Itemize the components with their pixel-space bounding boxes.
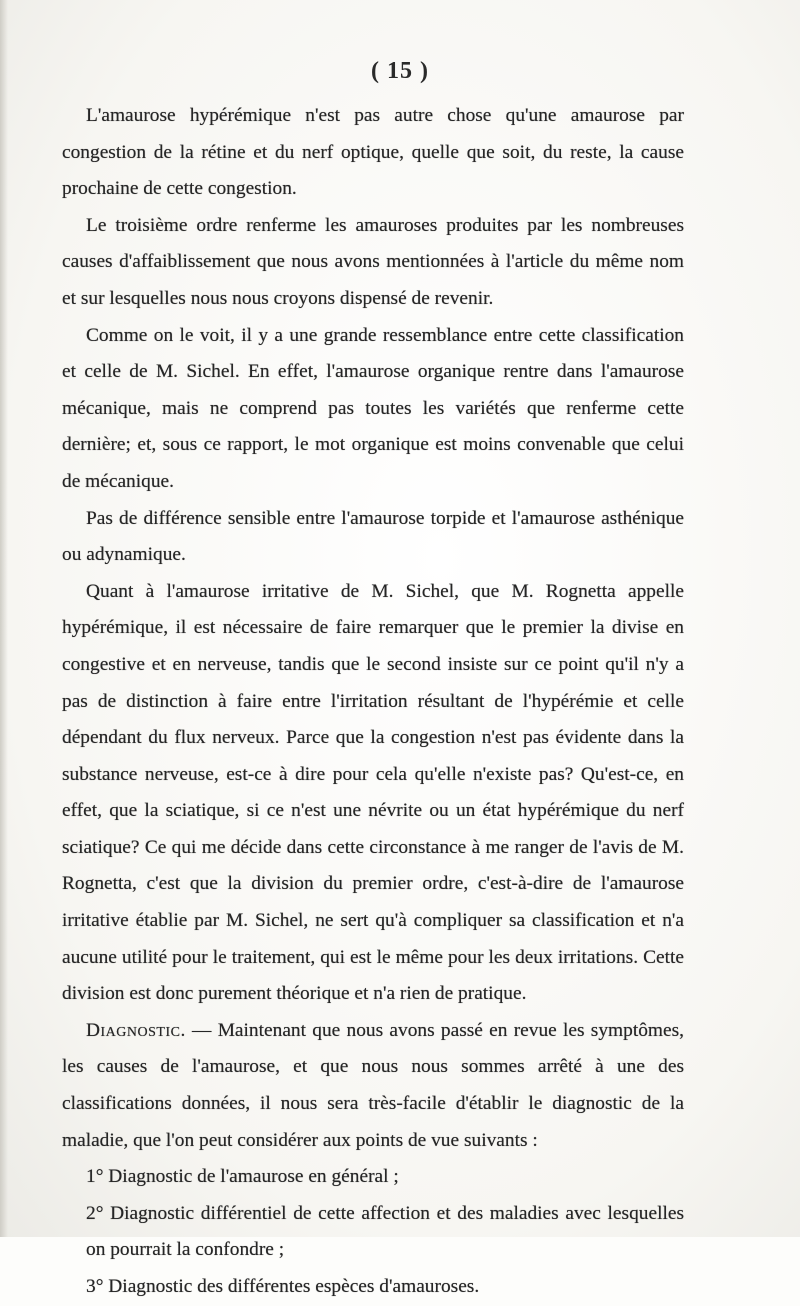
page-edge-shadow xyxy=(0,0,8,1237)
diagnostic-heading: Diagnostic. xyxy=(86,1019,186,1041)
paragraph-torpid-asthenic: Pas de différence sensible entre l'amaurose torpide et l'amaurose asthénique ou adynamique. xyxy=(62,507,684,566)
paragraph-diagnostic xyxy=(62,1013,684,1159)
body-text xyxy=(62,98,684,1306)
diagnostic-text: — Maintenant que nous avons passé en revue les symptômes, les causes de l'amaurose, et que nous nous sommes arrêté à une des classifications données, il nous sera très-facile d'établir le diagnostic de la maladie, que l'on peut considérer aux points de vue suivants : xyxy=(62,1019,684,1151)
paragraph-hyperemic-amaurosis: L'amaurose hypérémique n'est pas autre chose qu'une amaurose par congestion de la rétine et du nerf optique, quelle que soit, du reste, la cause prochaine de cette congestion. xyxy=(62,105,684,200)
page-number: ( 15 ) xyxy=(371,58,429,84)
paragraph-third-order: Le troisième ordre renferme les amauroses produites par les nombreuses causes d'affaiblissement que nous avons mentionnées à l'article du même nom et sur lesquelles nous nous croyons dispensé de revenir. xyxy=(62,214,684,309)
paragraph-classification-comparison: Comme on le voit, il y a une grande ressemblance entre cette classification et celle de M. Sichel. En effet, l'amaurose organique rentre dans l'amaurose mécanique, mais ne comprend pas toutes les variétés que renferme cette dernière; et, sous ce rapport, le mot organique est moins convenable que celui de mécanique. xyxy=(62,324,684,492)
list-item-general-diagnosis: 1° Diagnostic de l'amaurose en général ; xyxy=(86,1166,399,1188)
list-item-differential-diagnosis: 2° Diagnostic différentiel de cette affection et des maladies avec lesquelles on pourrait la confondre ; xyxy=(86,1202,684,1261)
list-item-species-diagnosis: 3° Diagnostic des différentes espèces d'amauroses. xyxy=(86,1276,480,1297)
paragraph-irritative-amaurosis: Quant à l'amaurose irritative de M. Sichel, que M. Rognetta appelle hypérémique, il est nécessaire de faire remarquer que le premier la divise en congestive et en nerveuse, tandis que le second insiste sur ce point qu'il n'y a pas de distinction à faire entre l'irritation résultant de l'hypérémie et celle dépendant du flux nerveux. Parce que la congestion n'est pas évidente dans la substance nerveuse, est-ce à dire pour cela qu'elle n'existe pas? Qu'est-ce, en effet, que la sciatique, si ce n'est une névrite ou un état hypérémique du nerf sciatique? Ce qui me décide dans cette circonstance à me ranger de l'avis de M. Rognetta, c'est que la division du premier ordre, c'est-à-dire de l'amaurose irritative établie par M. Sichel, ne sert qu'à compliquer sa classification et n'a aucune utilité pour le traitement, qui est le même pour les deux irritations. Cette division est donc purement théorique et n'a rien de pratique. xyxy=(62,580,684,1005)
